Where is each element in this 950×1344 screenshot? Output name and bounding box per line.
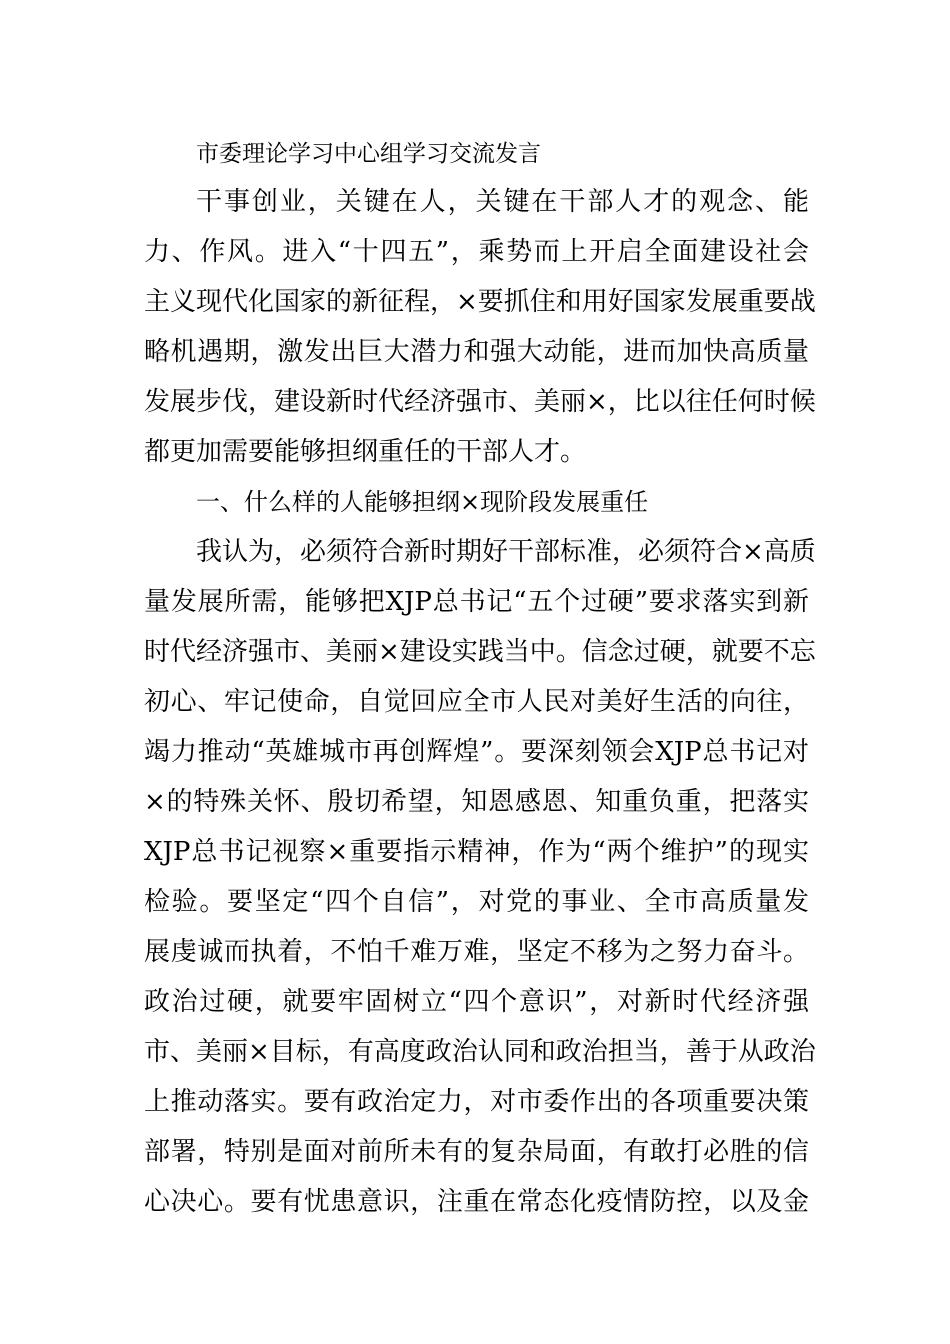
paragraph-2-line: 检验。要坚定“四个自信”，对党的事业、全市高质量发 [144,887,809,917]
paragraph-1-line: 力、作风。进入“十四五”，乘势而上开启全面建设社会 [144,237,809,267]
paragraph-2-line: 部署，特别是面对前所未有的复杂局面，有敢打必胜的信 [144,1137,809,1167]
paragraph-2-line: 竭力推动“英雄城市再创辉煌”。要深刻领会XJP总书记对 [144,737,809,767]
paragraph-2-line: 时代经济强市、美丽×建设实践当中。信念过硬，就要不忘 [144,637,816,667]
document-body [144,131,816,1227]
paragraph-2-line: XJP总书记视察×重要指示精神，作为“两个维护”的现实 [144,837,809,867]
paragraph-1-line: 都更加需要能够担纲重任的干部人才。 [144,437,587,467]
paragraph-2-line: 展虔诚而执着，不怕千难万难，坚定不移为之努力奋斗。 [144,937,809,967]
document-title: 市委理论学习中心组学习交流发言 [196,141,541,167]
paragraph-2-line: 量发展所需，能够把XJP总书记“五个过硬”要求落实到新 [144,587,809,617]
paragraph-2-line: 政治过硬，就要牢固树立“四个意识”，对新时代经济强 [144,987,809,1017]
paragraph-2-line: 上推动落实。要有政治定力，对市委作出的各项重要决策 [144,1087,809,1117]
paragraph-2-line: 市、美丽×目标，有高度政治认同和政治担当，善于从政治 [144,1037,816,1067]
paragraph-1-line: 干事创业，关键在人，关键在干部人才的观念、能 [196,187,809,217]
paragraph-2-line: 心决心。要有忧患意识，注重在常态化疫情防控，以及金 [144,1187,809,1217]
paragraph-1-line: 略机遇期，激发出巨大潜力和强大动能，进而加快高质量 [144,337,809,367]
paragraph-2-line: ×的特殊关怀、殷切希望，知恩感恩、知重负重，把落实 [144,787,809,817]
paragraph-2-line: 我认为，必须符合新时期好干部标准，必须符合×高质 [196,537,816,567]
paragraph-1-line: 主义现代化国家的新征程，×要抓住和用好国家发展重要战 [144,287,816,317]
paragraph-1-line: 发展步伐，建设新时代经济强市、美丽×，比以往任何时候 [144,387,816,417]
section-heading: 一、什么样的人能够担纲×现阶段发展重任 [196,488,649,516]
paragraph-2-line: 初心、牢记使命，自觉回应全市人民对美好生活的向往， [144,687,809,717]
